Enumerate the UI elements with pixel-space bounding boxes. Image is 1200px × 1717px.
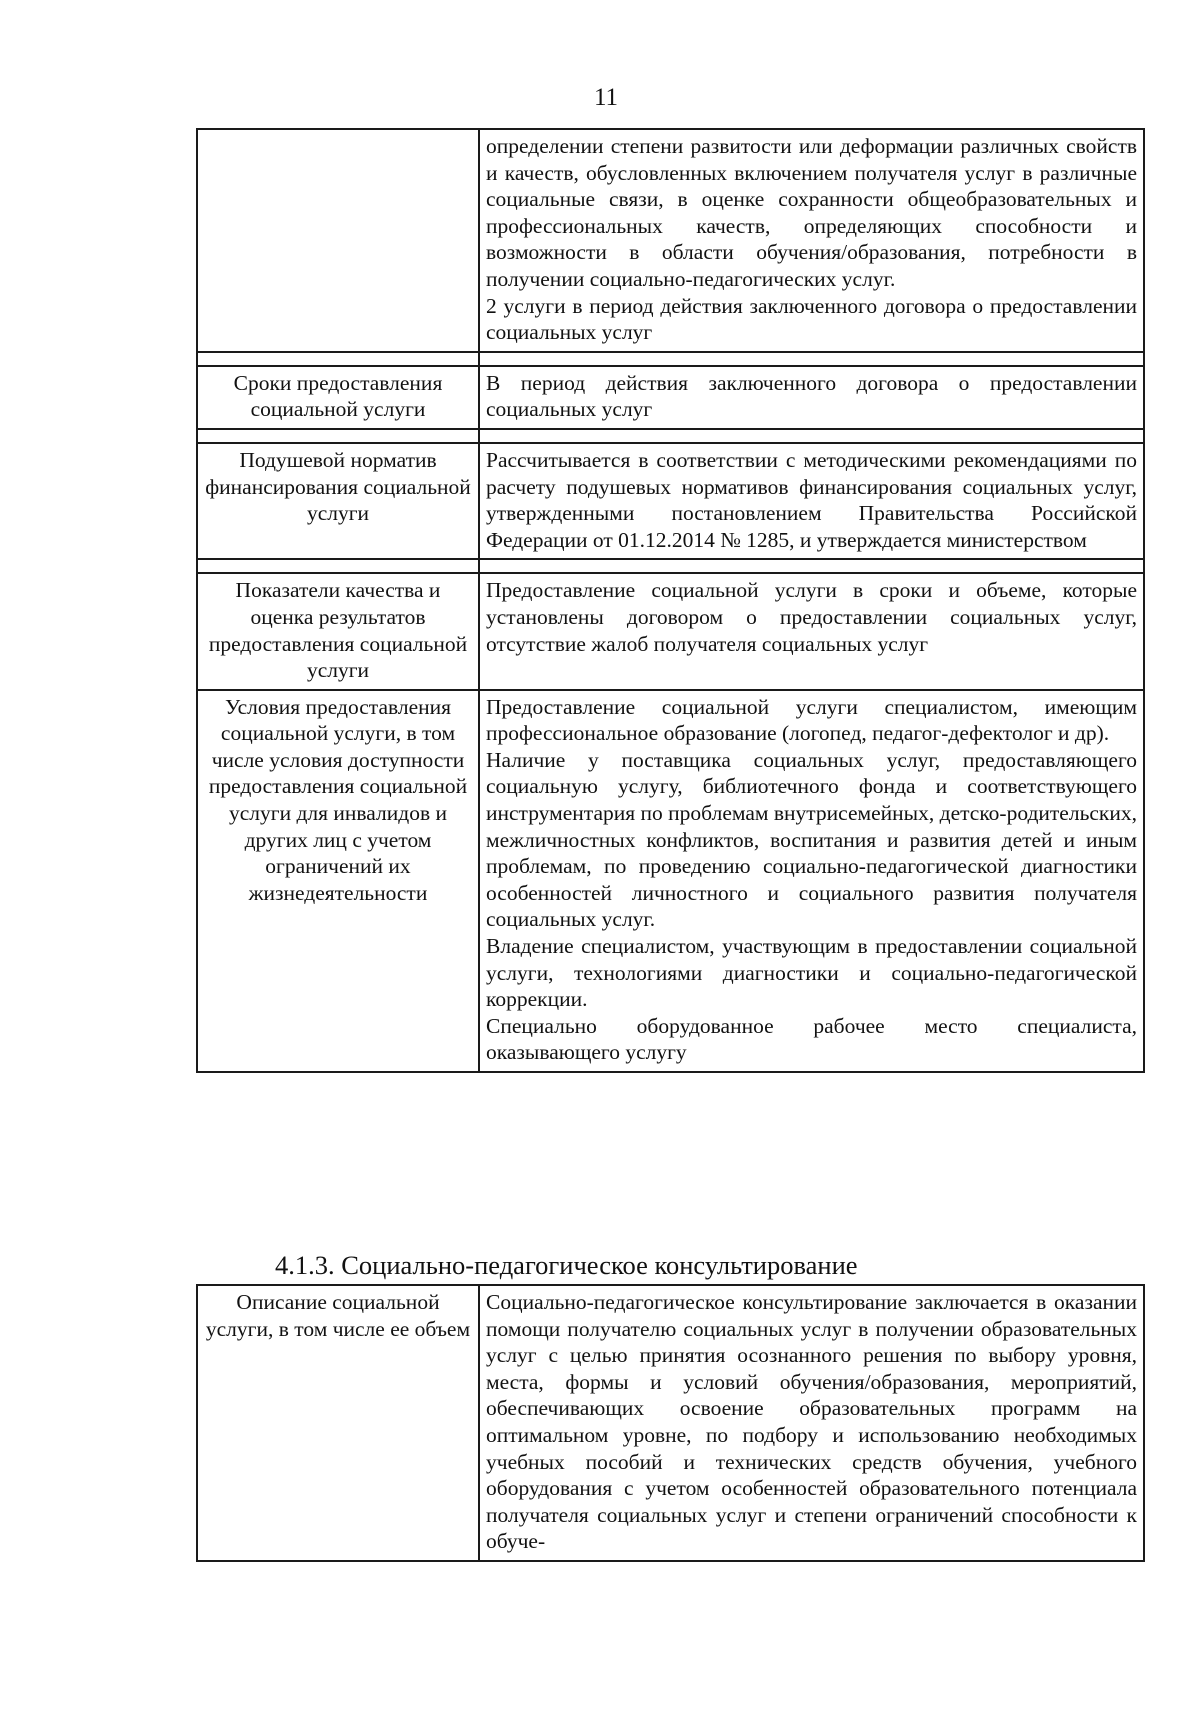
row-label: Описание социальной услуги, в том числе ее объем (197, 1285, 479, 1561)
row-gap (479, 559, 1144, 573)
row-label (197, 129, 479, 352)
paragraph: В период действия заключенного договора о предоставлении социальных услуг (486, 370, 1137, 422)
row-label: Условия предоставления социальной услуги, в том числе условия доступности предоставления социальной услуги для инвалидов и других лиц с учетом ограничений их жизнедеятельности (197, 690, 479, 1072)
table-row (197, 1285, 1144, 1561)
paragraph: определении степени развитости или деформации различных свойств и качеств, обусловленных включением получателя услуг в различные социальные связи, в оценке сохранности общеобразовательных и профессиональных качеств, определяющих способности и возможности в области обучения/образования, потребности в получении социально-педагогических услуг. (486, 134, 1137, 291)
paragraph: Наличие у поставщика социальных услуг, предоставляющего социальную услугу, библиотечного фонда и соответствующего инструментария по проблемам внутрисемейных, детско-родительских, межличностных конфликтов, воспитания и развития детей и иным проблемам, по проведению социально-педагогической диагностики особенностей личностного и социального развития получателя социальных услуг. (486, 747, 1137, 932)
row-gap (197, 429, 479, 443)
paragraph: Социально-педагогическое консультирование заключается в оказании помощи получателю социальных услуг в получении образовательных услуг с целью принятия осознанного решения по выбору уровня, места, формы и условий обучения/образования, мероприятий, обеспечивающих освоение образовательных программ на оптимальном уровне, по подбору и использованию необходимых учебных пособий и технических средств обучения, учебного оборудования с учетом особенностей образовательного потенциала получателя социальных услуг и степени ограничений способности к обуче- (486, 1290, 1137, 1554)
row-gap (479, 429, 1144, 443)
service-table (196, 128, 1145, 1073)
paragraph: Специально оборудованное рабочее место специалиста, оказывающего услугу (486, 1013, 1137, 1065)
paragraph: 2 услуги в период действия заключенного договора о предоставлении социальных услуг (486, 293, 1137, 345)
table-row (197, 690, 1144, 1072)
section-heading: 4.1.3. Социально-педагогическое консультирование (275, 1250, 858, 1280)
paragraph: Предоставление социальной услуги в сроки и объеме, которые установлены договором о предоставлении социальных услуг, отсутствие жалоб получателя социальных услуг (486, 578, 1137, 656)
row-label: Показатели качества и оценка результатов предоставления социальной услуги (197, 573, 479, 689)
row-value (479, 573, 1144, 689)
page-number: 11 (593, 84, 619, 111)
row-gap (479, 352, 1144, 366)
row-gap (197, 352, 479, 366)
paragraph: Рассчитывается в соответствии с методическими рекомендациями по расчету подушевых нормативов финансирования социальных услуг, утвержденными постановлением Правительства Российской Федерации от 01.12.2014 № 1285, и утверждается министерством (486, 447, 1137, 552)
row-value (479, 690, 1144, 1072)
table-row (197, 129, 1144, 352)
row-label: Сроки предоставления социальной услуги (197, 366, 479, 429)
service-table (196, 1284, 1145, 1562)
paragraph: Владение специалистом, участвующим в предоставлении социальной услуги, технологиями диагностики и социально-педагогической коррекции. (486, 934, 1137, 1012)
table-row (197, 366, 1144, 429)
row-value (479, 1285, 1144, 1561)
row-gap (197, 559, 479, 573)
paragraph: Предоставление социальной услуги специалистом, имеющим профессиональное образование (логопед, педагог-дефектолог и др). (486, 694, 1137, 746)
row-value (479, 443, 1144, 559)
row-value (479, 129, 1144, 352)
row-value (479, 366, 1144, 429)
table-row (197, 443, 1144, 559)
table-row (197, 573, 1144, 689)
row-label: Подушевой норматив финансирования социальной услуги (197, 443, 479, 559)
